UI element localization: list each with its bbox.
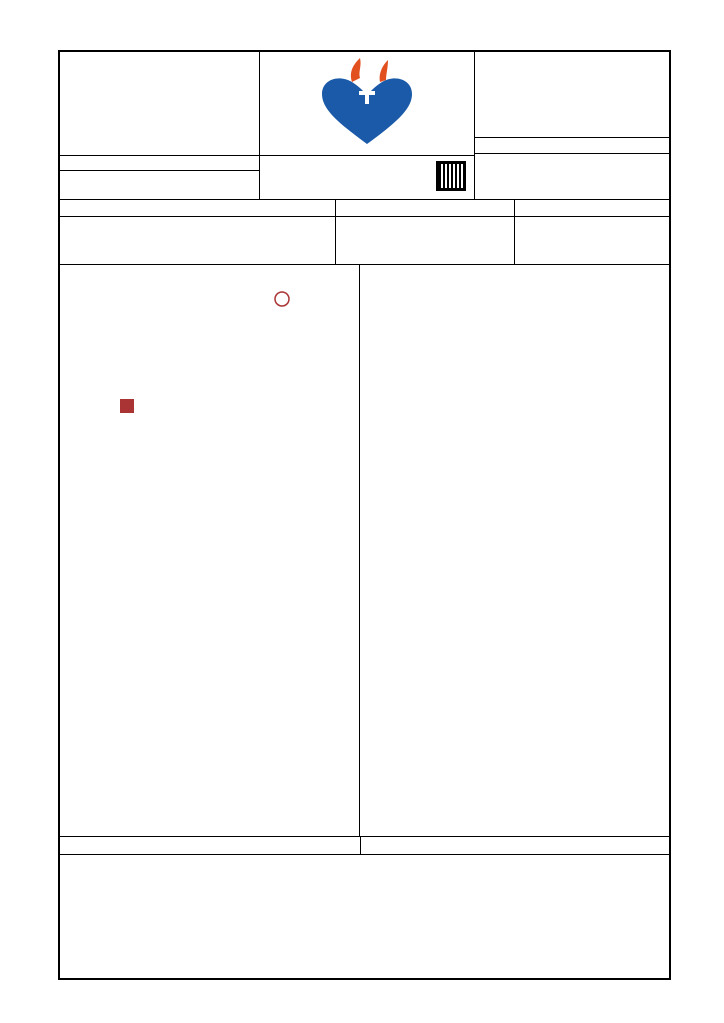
section-sunday <box>60 200 336 217</box>
address-box <box>260 156 474 200</box>
staff-list <box>60 52 260 156</box>
phone-list <box>474 52 671 138</box>
servers-table <box>60 837 360 855</box>
offerings-table <box>360 837 671 855</box>
offerings-title <box>361 837 671 855</box>
calligraphy <box>110 279 300 444</box>
qr-code-icon[interactable] <box>436 161 466 191</box>
account-title <box>60 156 259 171</box>
weekday-mass-schedule <box>336 217 515 265</box>
catechumen-title <box>475 138 671 154</box>
account-box <box>60 156 260 200</box>
church-logo <box>260 52 474 156</box>
sacrament-schedule <box>515 217 671 265</box>
section-sacrament <box>515 200 671 217</box>
catechumen-box <box>474 138 671 200</box>
bulletin <box>58 50 671 980</box>
sunday-mass-schedule <box>60 217 336 265</box>
seal-stamp-icon <box>120 399 134 413</box>
servers-title <box>60 837 360 855</box>
seal-circle-icon <box>275 292 289 306</box>
announcements <box>360 265 671 837</box>
prayer-column <box>60 265 360 837</box>
flame-icon <box>351 58 361 82</box>
section-weekday <box>336 200 515 217</box>
